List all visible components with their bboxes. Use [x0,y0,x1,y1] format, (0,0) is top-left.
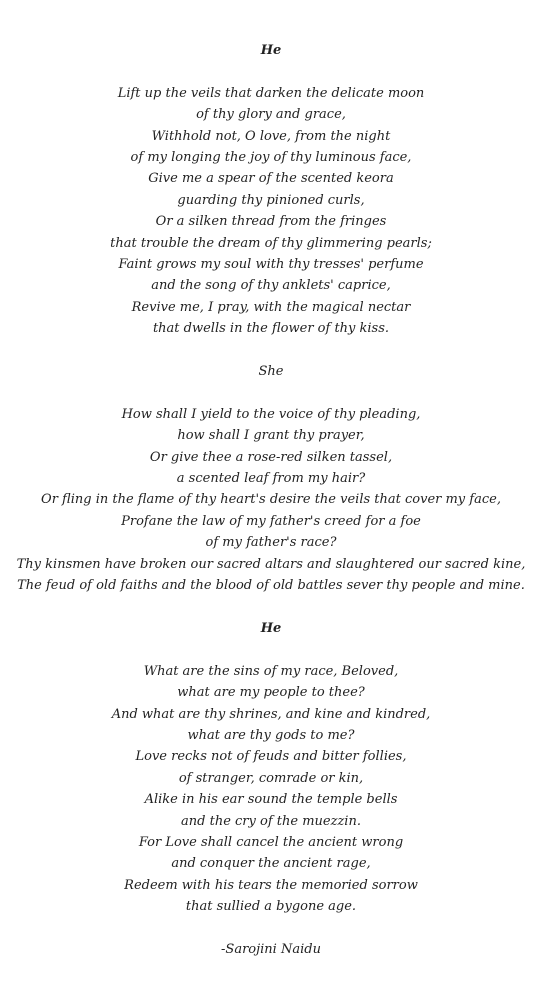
poem-line: Withhold not, O love, from the night [151,128,391,144]
poem-line: Alike in his ear sound the temple bells [144,792,398,808]
stanza-2 [0,404,542,597]
poem-line: Thy kinsmen have broken our sacred altars and slaughtered our sacred kine, [16,556,526,572]
poem-line: what are my people to thee? [177,685,365,701]
poem-line: Or fling in the flame of thy heart's desire the veils that cover my face, [41,492,501,508]
poem-line: The feud of old faiths and the blood of old battles sever thy people and mine. [17,578,525,594]
poem-line: For Love shall cancel the ancient wrong [138,834,404,850]
poem-line: of my father's race? [205,535,337,551]
poem-line: Revive me, I pray, with the magical nectar [131,299,411,315]
poem [0,40,542,973]
poem-line: Love recks not of feuds and bitter follies, [135,749,407,765]
signature: -Sarojini Naidu [221,941,321,957]
poem-line: and the cry of the muezzin. [181,813,361,829]
poem-line: and the song of thy anklets' caprice, [151,278,391,294]
poem-line: guarding thy pinioned curls, [177,192,365,208]
poem-line: Lift up the veils that darken the delicate moon [117,85,425,101]
poem-line: how shall I grant thy prayer, [177,428,365,444]
poem-line: of my longing the joy of thy luminous face, [130,150,412,166]
poem-line: Faint grows my soul with thy tresses' perfume [118,257,424,273]
poem-line: Or give thee a rose-red silken tassel, [149,449,393,465]
speaker-she: She [258,364,284,380]
poem-line: that trouble the dream of thy glimmering pearls; [110,235,432,251]
poem-line: what are thy gods to me? [187,727,355,743]
poem-line: that dwells in the flower of thy kiss. [152,321,390,337]
poem-line: What are the sins of my race, Beloved, [143,663,399,679]
poem-line: that sullied a bygone age. [185,899,357,915]
poem-line: Give me a spear of the scented keora [148,171,394,187]
poem-line: of thy glory and grace, [196,107,346,123]
poem-line: a scented leaf from my hair? [176,471,366,487]
poem-line: Redeem with his tears the memoried sorrow [124,877,418,893]
stanza-3 [0,661,542,918]
poem-line: How shall I yield to the voice of thy pleading, [121,406,421,422]
poem-line: Profane the law of my father's creed for a foe [121,513,421,529]
speaker-he-1: He [260,43,282,58]
poem-line: Or a silken thread from the fringes [155,214,387,230]
poem-line: And what are thy shrines, and kine and kindred, [111,706,431,722]
poem-line: of stranger, comrade or kin, [178,770,364,786]
poem-line: and conquer the ancient rage, [171,856,371,872]
speaker-he-2: He [260,620,282,636]
stanza-1 [0,83,542,340]
